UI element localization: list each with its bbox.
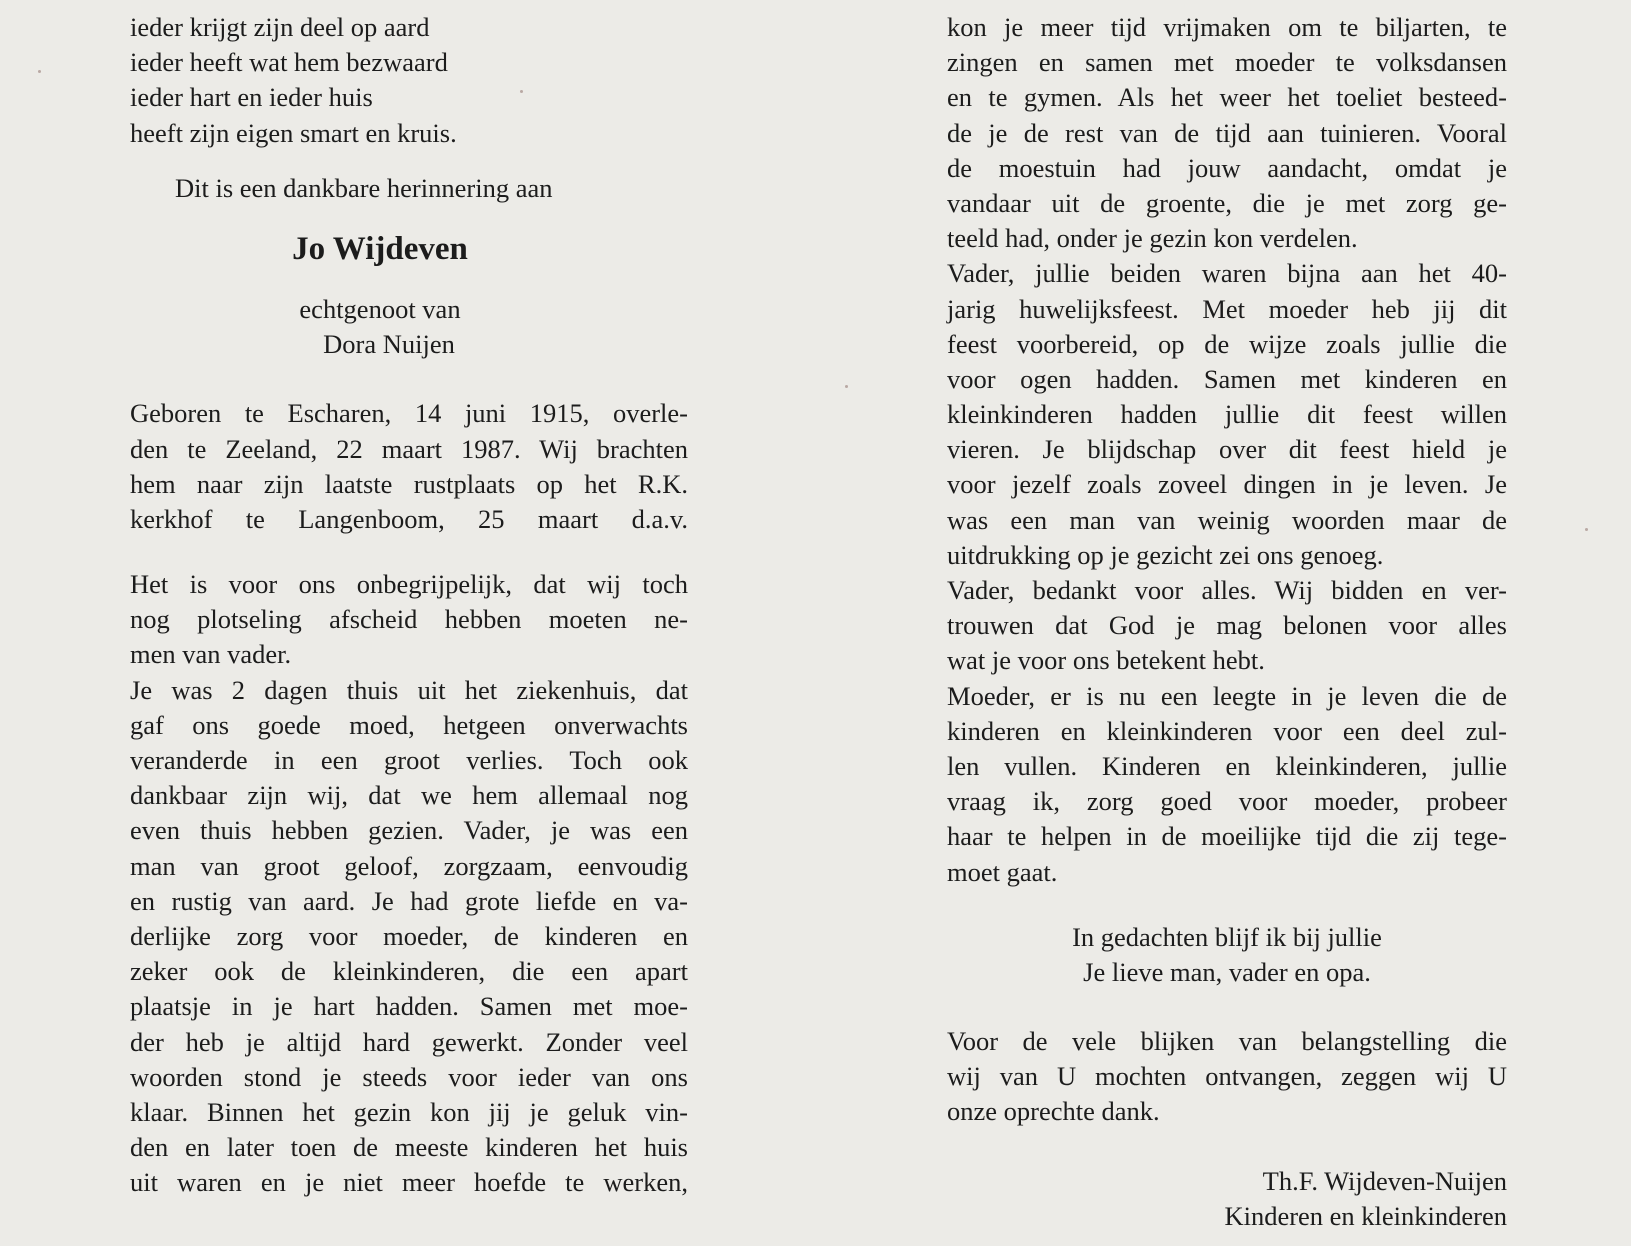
paragraph-line: vieren. Je blijdschap over dit feest hield je [947, 434, 1507, 465]
paragraph-line: der heb je altijd hard gewerkt. Zonder veel [130, 1026, 688, 1057]
paragraph-line: uit waren en je niet meer hoefde te werken, [130, 1167, 688, 1198]
memorial-text [130, 567, 688, 1200]
paragraph-line: Vader, jullie beiden waren bijna aan het 40- [947, 258, 1507, 289]
paragraph-line: Vader, bedankt voor alles. Wij bidden en ver- [947, 575, 1507, 605]
paragraph-line: jarig huwelijksfeest. Met moeder heb jij dit [947, 293, 1507, 324]
poem-line: ieder krijgt zijn deel op aard [130, 12, 430, 42]
paragraph-line: Geboren te Escharen, 14 juni 1915, overle- [130, 398, 688, 429]
paragraph-line: man van groot geloof, zorgzaam, eenvoudig [130, 850, 688, 881]
paragraph-line: de je de rest van de tijd aan tuinieren. Vooral [947, 117, 1507, 148]
paragraph-line: de moestuin had jouw aandacht, omdat je [947, 152, 1507, 183]
paragraph-line: haar te helpen in de moeilijke tijd die zij tege- [947, 821, 1507, 852]
paragraph-line: en te gymen. Als het weer het toeliet besteed- [947, 82, 1507, 113]
paragraph-line: gaf ons goede moed, hetgeen onverwachts [130, 709, 688, 740]
paragraph-line: teeld had, onder je gezin kon verdelen. [947, 223, 1358, 254]
paragraph-line: Voor de vele blijken van belangstelling die [947, 1026, 1507, 1057]
paragraph-line: kon je meer tijd vrijmaken om te biljarten, te [947, 12, 1507, 42]
paragraph-line: uitdrukking op je gezicht zei ons genoeg. [947, 539, 1384, 570]
closing-line: In gedachten blijf ik bij jullie [1072, 921, 1382, 952]
poem-line: heeft zijn eigen smart en kruis. [130, 117, 457, 148]
poem-line: ieder heeft wat hem bezwaard [130, 47, 448, 78]
birth-death-paragraph [130, 396, 688, 537]
signature [947, 1164, 1507, 1234]
paragraph-line: kerkhof te Langenboom, 25 maart d.a.v. [130, 503, 688, 534]
signature-line: Th.F. Wijdeven-Nuijen [1262, 1165, 1507, 1196]
left-column [130, 10, 688, 1200]
paragraph-line: nog plotseling afscheid hebben moeten ne- [130, 604, 688, 635]
paragraph-line: plaatsje in je hart hadden. Samen met moe- [130, 991, 688, 1022]
paragraph-line: was een man van weinig woorden maar de [947, 504, 1507, 535]
paragraph-line: voor ogen hadden. Samen met kinderen en [947, 363, 1507, 394]
paragraph-line: len vullen. Kinderen en kleinkinderen, jullie [947, 750, 1507, 781]
paragraph-line: derlijke zorg voor moeder, de kinderen en [130, 920, 688, 951]
paragraph-line: even thuis hebben gezien. Vader, je was een [130, 815, 688, 846]
paragraph-line: moet gaat. [947, 856, 1058, 887]
memorial-text-continued [947, 10, 1507, 890]
paragraph-line: Moeder, er is nu een leegte in je leven die de [947, 680, 1507, 711]
paragraph-line: kleinkinderen hadden jullie dit feest willen [947, 399, 1507, 430]
paragraph-line: feest voorbereid, op de wijze zoals jullie die [947, 328, 1507, 359]
paragraph-line: onze oprechte dank. [947, 1096, 1160, 1127]
paper-speck [520, 90, 523, 93]
signature-line: Kinderen en kleinkinderen [1224, 1200, 1507, 1231]
poem [130, 10, 688, 151]
paragraph-line: vandaar uit de groente, die je met zorg ge- [947, 187, 1507, 218]
paragraph-line: men van vader. [130, 639, 292, 670]
paragraph-line: woorden stond je steeds voor ieder van ons [130, 1061, 688, 1092]
intro-text: Dit is een dankbare herinnering aan [175, 172, 553, 203]
paper-speck [1585, 528, 1588, 531]
thanks-paragraph [947, 1024, 1507, 1130]
closing-line: Je lieve man, vader en opa. [1083, 956, 1371, 987]
paragraph-line: klaar. Binnen het gezin kon jij je geluk vin- [130, 1096, 688, 1127]
paragraph-line: vraag ik, zorg goed voor moeder, probeer [947, 786, 1507, 817]
paragraph-line: veranderde in een groot verlies. Toch ook [130, 745, 688, 775]
paragraph-line: trouwen dat God je mag belonen voor alles [947, 610, 1507, 641]
paper-speck [845, 385, 848, 388]
paragraph-line: voor jezelf zoals zoveel dingen in je leven. Je [947, 469, 1507, 500]
right-column [947, 10, 1507, 1234]
paragraph-line: wij van U mochten ontvangen, zeggen wij U [947, 1061, 1507, 1092]
spouse-label: echtgenoot van [299, 293, 461, 324]
paragraph-line: den te Zeeland, 22 maart 1987. Wij brachten [130, 433, 688, 464]
poem-line: ieder hart en ieder huis [130, 82, 373, 113]
paragraph-line: en rustig van aard. Je had grote liefde en va- [130, 885, 688, 916]
paragraph-line: hem naar zijn laatste rustplaats op het R.K. [130, 468, 688, 499]
paragraph-line: Je was 2 dagen thuis uit het ziekenhuis, dat [130, 674, 688, 705]
paragraph-line: zingen en samen met moeder te volksdansen [947, 47, 1507, 78]
paragraph-line: Het is voor ons onbegrijpelijk, dat wij toch [130, 569, 688, 600]
spouse-name: Dora Nuijen [323, 329, 455, 360]
paragraph-line: kinderen en kleinkinderen voor een deel zul- [947, 715, 1507, 746]
closing-verse [947, 920, 1507, 990]
deceased-name: Jo Wijdeven [292, 230, 468, 267]
paragraph-line: dankbaar zijn wij, dat we hem allemaal nog [130, 780, 688, 811]
paragraph-line: zeker ook de kleinkinderen, die een apart [130, 956, 688, 987]
paragraph-line: wat je voor ons betekent hebt. [947, 645, 1265, 676]
paragraph-line: den en later toen de meeste kinderen het huis [130, 1132, 688, 1163]
paper-speck [38, 70, 41, 73]
